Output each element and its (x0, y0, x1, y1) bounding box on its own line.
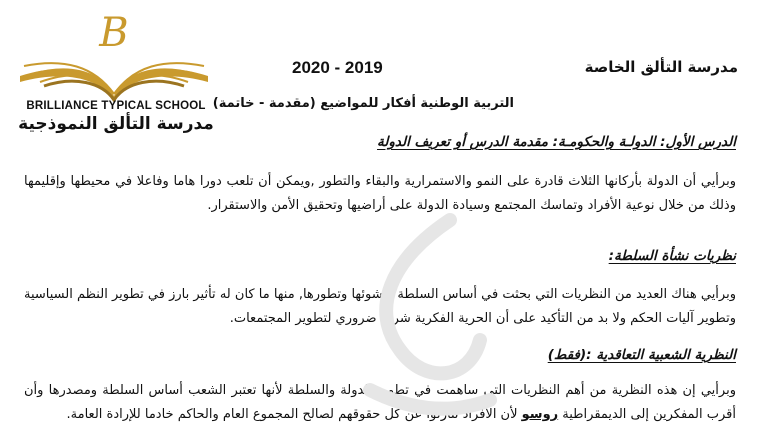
school-name: مدرسة التألق الخاصة (584, 58, 738, 76)
section-paragraph-3 (24, 379, 736, 427)
paragraph-3-part-2: لأن الأفراد تنازلوا عن كل حقوقهم لصالح المجموع العام والحاكم خادما للإرادة العامة. (66, 407, 522, 422)
open-book-emblem-icon (14, 6, 214, 102)
academic-year: 2020 - 2019 (292, 58, 383, 77)
document-subtitle: التربية الوطنية أفكار للمواضيع (مقدمة - خاتمة) (212, 96, 514, 111)
section-paragraph-2: وبرأيي هناك العديد من النظريات التي بحثت في أساس السلطة ونشوئها وتطورها, منها ما كان له تأثير بارز في تطوير النظم السياسية وتطوير آليات الحكم ولا بد من التأكيد على أن الحرية الفكرية شرط ضروري لتطوير المجتمعات. (24, 287, 736, 326)
highlighted-name: روسو (521, 407, 559, 422)
logo-name-arabic: مدرسة التألق النموذجية (18, 114, 214, 134)
logo-name-english: BRILLIANCE TYPICAL SCHOOL (26, 100, 206, 112)
paragraph-3-part-1: وبرأيي إن هذه النظرية من أهم النظريات التي ساهمت في تطوير الدولة والسلطة لأنها تعتبر الشعب أساس السلطة ومصدرها وأن أقرب المفكرين إلى الديمقراطية (24, 383, 736, 422)
section-paragraph-1: وبرأيي أن الدولة بأركانها الثلاث قادرة على النمو والاستمرارية والبقاء والتطور ,ويمكن أن تلعب دورا هاما وفاعلا في محيطها وإقليمها وذلك من خلال نوعية الأفراد وتماسك المجتمع وسيادة الدولة على أراضيها وتحقيق الأمن والاستقرار. (24, 174, 736, 213)
emblem-letter: B (99, 10, 129, 56)
section-heading-1: الدرس الأول: الدولـة والحكومـة: مقدمة الدرس أو تعريف الدولة (377, 134, 736, 150)
section-heading-3: النظرية الشعبية التعاقدية :(فقط) (547, 347, 736, 363)
school-logo (14, 6, 214, 136)
section-heading-2: نظريات نشأة السلطة: (608, 248, 736, 264)
